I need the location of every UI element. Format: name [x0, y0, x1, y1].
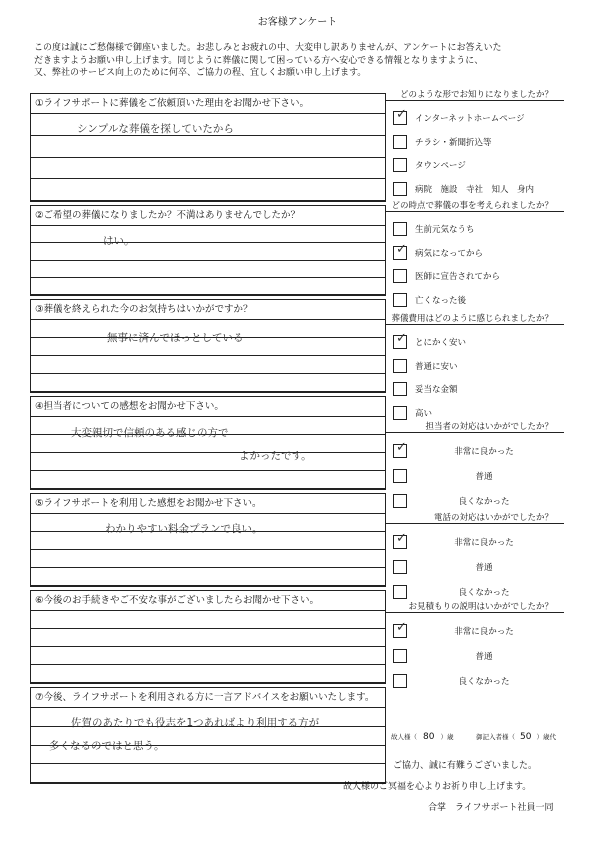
option-label: インターネットホームページ — [415, 114, 525, 124]
option-label: 普通 — [475, 652, 493, 662]
option-checkbox[interactable] — [393, 406, 407, 420]
intro-line-3: 又、弊社のサービス向上のために何卒、ご協力の程、宜しくお願い申し上げます。 — [34, 68, 367, 78]
option-label: チラシ・新聞折込等 — [415, 138, 492, 148]
option-checkbox[interactable] — [393, 182, 407, 196]
thanks-text: ご協力、誠に有難うございました。 — [393, 761, 538, 771]
option-label: 非常に良かった — [454, 447, 514, 457]
option-checkbox[interactable] — [393, 359, 407, 373]
signature-text: 合掌 ライフサポート社員一同 — [428, 803, 554, 813]
question-box — [30, 493, 386, 587]
survey-header-text: どのような形でお知りになりましたか？ — [399, 90, 553, 100]
answer-line[interactable] — [31, 568, 385, 586]
option-label: 高い — [415, 409, 433, 419]
check-mark-icon: ✓ — [396, 107, 407, 122]
answer-line[interactable] — [31, 647, 385, 665]
handwritten-answer: シンプルな葬儀を探していたから — [77, 123, 234, 135]
answer-line[interactable] — [31, 665, 385, 683]
answer-line[interactable] — [31, 471, 385, 489]
handwritten-answer: 佐賀のあたりでも役志を1つあればより利用する方が — [71, 717, 320, 729]
answer-line[interactable] — [31, 356, 385, 374]
question-box — [30, 205, 386, 296]
answer-line[interactable] — [31, 179, 385, 201]
answer-line[interactable] — [31, 611, 385, 629]
check-mark-icon: ✓ — [396, 440, 407, 455]
option-checkbox[interactable] — [393, 585, 407, 599]
intro-text — [34, 42, 501, 80]
check-mark-icon: ✓ — [396, 531, 407, 546]
deceased-age-value[interactable]: 80 — [423, 732, 435, 742]
applicant-age — [476, 732, 556, 742]
option-checkbox[interactable] — [393, 674, 407, 688]
answer-line[interactable] — [31, 261, 385, 278]
deceased-age-label: 故人様（ — [391, 733, 417, 741]
applicant-age-unit: ）歳代 — [536, 733, 556, 741]
survey-header-rule — [386, 211, 564, 212]
option-label: 妥当な金額 — [415, 385, 458, 395]
deceased-age — [391, 732, 453, 742]
check-mark-icon: ✓ — [396, 620, 407, 635]
option-checkbox[interactable] — [393, 158, 407, 172]
survey-header-rule — [386, 523, 564, 524]
answer-line[interactable] — [31, 629, 385, 647]
question-box — [30, 93, 386, 202]
survey-header-rule — [386, 324, 564, 325]
survey-header-rule — [386, 612, 564, 613]
handwritten-answer-line-2: よかったです。 — [239, 450, 312, 462]
intro-line-1: この度は誠にご愁傷様で御座いました。お悲しみとお疲れの中、大変申し訳ありませんが、アンケートにお答えいた — [34, 43, 502, 53]
handwritten-answer: わかりやすい料金プランで良い。 — [105, 523, 263, 535]
option-checkbox[interactable] — [393, 382, 407, 396]
condolence-text: 故人様のご冥福を心よりお祈り申し上げます。 — [343, 782, 532, 792]
survey-header-text: どの時点で葬儀の事を考えられましたか？ — [391, 201, 553, 211]
answer-line[interactable] — [31, 764, 385, 783]
question-label: ⑦今後、ライフサポートを利用される方に一言アドバイスをお願いいたします。 — [31, 688, 385, 708]
survey-header-text: お見積もりの説明はいかがでしたか？ — [408, 602, 553, 612]
question-label: ②ご希望の葬儀になりましたか？不満はありませんでしたか？ — [31, 206, 385, 226]
option-label: 亡くなった後 — [415, 296, 467, 306]
survey-header-text: 電話の対応はいかがでしたか？ — [433, 513, 553, 523]
applicant-age-value[interactable]: 50 — [520, 732, 532, 742]
question-label: ④担当者についての感想をお聞かせ下さい。 — [31, 397, 385, 417]
answer-line[interactable] — [31, 243, 385, 260]
answer-line[interactable] — [31, 158, 385, 180]
option-label: 生前元気なうち — [415, 225, 475, 235]
survey-header-text: 担当者の対応はいかがでしたか？ — [425, 422, 553, 432]
option-label: 普通 — [475, 563, 493, 573]
intro-line-2: だきますようお願い申し上げます。同じように葬儀に関して困っている方へ安心できる情報となりますように、 — [34, 55, 484, 66]
question-label: ⑤ライフサポートを利用した感想をお聞かせ下さい。 — [31, 494, 385, 514]
option-checkbox[interactable] — [393, 222, 407, 236]
question-label: ⑥今後のお手続きやご不安な事がございましたらお聞かせ下さい。 — [31, 591, 385, 611]
option-label: とにかく安い — [415, 338, 467, 348]
option-label: 非常に良かった — [454, 627, 514, 637]
question-label: ③葬儀を終えられた今のお気持ちはいかがですか？ — [31, 300, 385, 320]
answer-line[interactable] — [31, 374, 385, 392]
option-label: 医師に宣告されてから — [415, 272, 501, 282]
page-title: お客様アンケート — [257, 17, 338, 28]
answer-line[interactable] — [31, 226, 385, 243]
option-label: 普通に安い — [415, 362, 458, 372]
question-box — [30, 590, 386, 684]
option-label: 良くなかった — [458, 497, 510, 507]
deceased-age-unit: ）歳 — [440, 733, 454, 741]
option-checkbox[interactable] — [393, 469, 407, 483]
option-checkbox[interactable] — [393, 494, 407, 508]
option-label: 非常に良かった — [454, 538, 514, 548]
option-checkbox[interactable] — [393, 560, 407, 574]
option-label: タウンページ — [415, 161, 466, 171]
option-checkbox[interactable] — [393, 293, 407, 307]
applicant-age-label: 御記入者様（ — [476, 733, 515, 741]
check-mark-icon: ✓ — [396, 331, 407, 346]
survey-header-rule — [386, 432, 564, 433]
option-label: 良くなかった — [458, 677, 510, 687]
question-label: ①ライフサポートに葬儀をご依頼頂いた理由をお聞かせ下さい。 — [31, 94, 385, 114]
answer-line[interactable] — [31, 278, 385, 295]
handwritten-answer: はい。 — [103, 235, 135, 247]
option-label: 病気になってから — [415, 249, 484, 259]
option-label: 良くなかった — [458, 588, 510, 598]
survey-header-rule — [386, 100, 564, 101]
option-checkbox[interactable] — [393, 649, 407, 663]
handwritten-answer-line-2: 多くなるのではと思う。 — [49, 740, 165, 752]
survey-header-text: 葬儀費用はどのように感じられましたか？ — [391, 314, 553, 324]
handwritten-answer: 無事に済んでほっとしている — [107, 332, 244, 344]
answer-line[interactable] — [31, 550, 385, 568]
handwritten-answer: 大変親切で信頼のある感じの方で — [71, 427, 229, 439]
check-mark-icon: ✓ — [396, 242, 407, 257]
answer-line[interactable] — [31, 453, 385, 471]
option-checkbox[interactable] — [393, 135, 407, 149]
option-checkbox[interactable] — [393, 269, 407, 283]
option-label: 普通 — [475, 472, 493, 482]
option-label: 病院 施設 寺社 知人 身内 — [415, 185, 535, 195]
question-box — [30, 687, 386, 784]
question-box — [30, 396, 386, 490]
answer-line[interactable] — [31, 136, 385, 158]
question-box — [30, 299, 386, 393]
